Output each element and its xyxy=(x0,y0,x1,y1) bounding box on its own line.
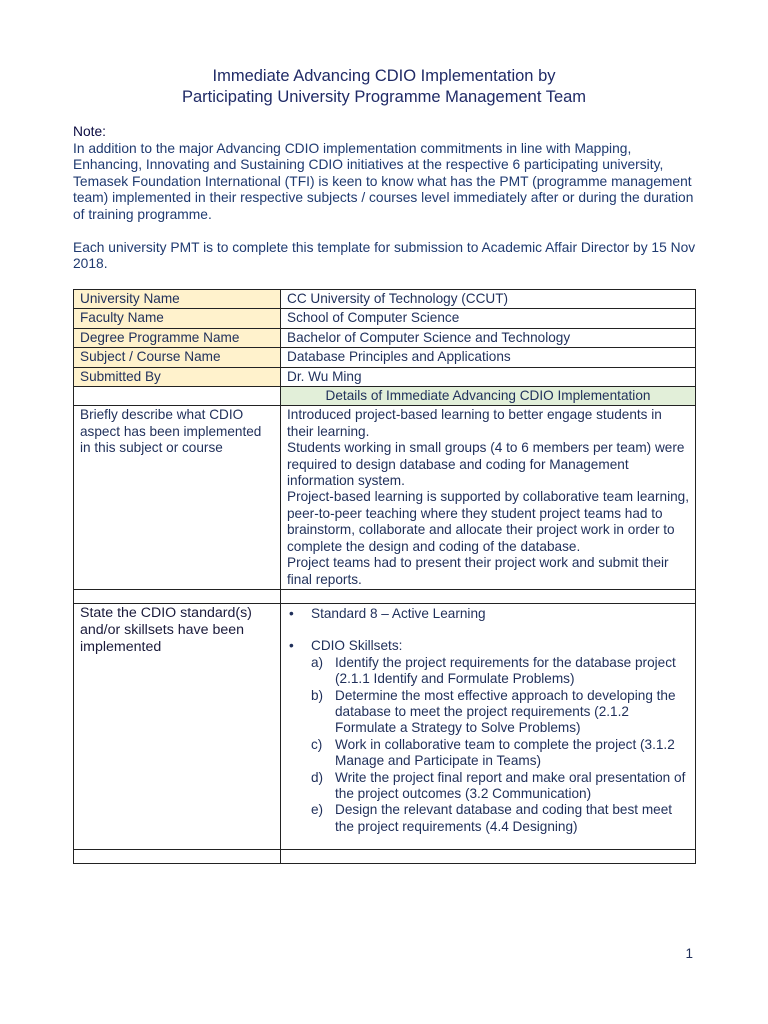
title-line-2: Participating University Programme Management Team xyxy=(181,88,587,106)
list-item xyxy=(287,802,689,835)
empty-cell xyxy=(74,589,281,603)
list-marker: a) xyxy=(311,654,324,670)
page-number: 1 xyxy=(685,946,693,961)
empty-cell xyxy=(74,387,281,406)
note-paragraph-1: In addition to the major Advancing CDIO implementation commitments in line with Mapping, Enhancing, Innovating and Sustaining CDIO initiatives at the respective 6 participating university, Temasek Foundation International (TFI) is keen to know what has the PMT (programme management team) implemented in their respective subjects / courses level immediately after or during the duration of training programme. xyxy=(73,140,694,222)
note-paragraph-2: Each university PMT is to complete this template for submission to Academic Affair Director by 15 Nov 2018. xyxy=(73,239,696,272)
table-row xyxy=(74,348,696,367)
table-row xyxy=(74,850,696,864)
list-item xyxy=(287,655,689,688)
faculty-name-label: Faculty Name xyxy=(74,309,281,328)
subject-course-label: Subject / Course Name xyxy=(74,348,281,367)
degree-programme-value: Bachelor of Computer Science and Technology xyxy=(281,328,696,347)
standards-label: State the CDIO standard(s) and/or skillsets have been implemented xyxy=(74,603,281,849)
skillsets-heading: CDIO Skillsets: xyxy=(311,638,403,654)
document-title xyxy=(0,66,768,108)
submitted-by-label: Submitted By xyxy=(74,367,281,386)
list-marker: c) xyxy=(311,736,323,752)
empty-cell xyxy=(281,589,696,603)
list-marker: b) xyxy=(311,687,324,703)
skillset-text: Work in collaborative team to complete the project (3.1.2 Manage and Participate in Teams) xyxy=(335,736,675,769)
list-item xyxy=(287,606,689,622)
bullet-icon: • xyxy=(289,605,294,621)
faculty-name-value: School of Computer Science xyxy=(281,309,696,328)
list-marker: e) xyxy=(311,802,324,818)
aspect-line: Project-based learning is supported by collaborative team learning, peer-to-peer teaching where they student project teams had to brainstorm, collaborate and allocate their project work in order to complete the design and coding of the database. xyxy=(287,489,689,554)
university-name-value: CC University of Technology (CCUT) xyxy=(281,290,696,309)
bullet-icon: • xyxy=(289,638,294,654)
implementation-table xyxy=(73,289,696,864)
list-item xyxy=(287,737,689,770)
table-row xyxy=(74,406,696,589)
aspect-line: Introduced project-based learning to better engage students in their learning. xyxy=(287,407,662,439)
aspect-line: Project teams had to present their project work and submit their final reports. xyxy=(287,555,669,587)
aspect-line: Students working in small groups (4 to 6 members per team) were required to design database and coding for Management information system. xyxy=(287,440,685,489)
skillset-text: Design the relevant database and coding that best meet the project requirements (4.4 Designing) xyxy=(335,802,673,834)
skillset-text: Identify the project requirements for the database project (2.1.1 Identify and Formulate Problems) xyxy=(335,654,676,687)
table-row xyxy=(74,309,696,328)
university-name-label: University Name xyxy=(74,290,281,309)
degree-programme-label: Degree Programme Name xyxy=(74,328,281,347)
note-label: Note: xyxy=(73,124,106,139)
table-row xyxy=(74,328,696,347)
aspect-description xyxy=(281,406,696,589)
note-section xyxy=(73,124,703,273)
title-line-1: Immediate Advancing CDIO Implementation by xyxy=(212,67,556,85)
table-row xyxy=(74,367,696,386)
skillset-text: Determine the most effective approach to developing the database to meet the project requirements (2.1.2 Formulate a Strategy to Solve Problems) xyxy=(335,687,676,736)
standards-content xyxy=(281,603,696,849)
table-row xyxy=(74,290,696,309)
standards-list xyxy=(287,606,689,622)
subject-course-value: Database Principles and Applications xyxy=(281,348,696,367)
aspect-label: Briefly describe what CDIO aspect has been implemented in this subject or course xyxy=(74,406,281,589)
list-item xyxy=(287,638,689,654)
empty-cell xyxy=(281,850,696,864)
skillsets-sublist xyxy=(287,655,689,835)
standard-item: Standard 8 – Active Learning xyxy=(311,605,486,621)
details-header: Details of Immediate Advancing CDIO Implementation xyxy=(281,387,696,406)
list-item xyxy=(287,770,689,803)
table-row xyxy=(74,387,696,406)
list-item xyxy=(287,688,689,737)
skillsets-list xyxy=(287,638,689,654)
empty-cell xyxy=(74,850,281,864)
submitted-by-value: Dr. Wu Ming xyxy=(281,367,696,386)
list-marker: d) xyxy=(311,769,324,785)
skillset-text: Write the project final report and make oral presentation of the project outcomes (3.2 Communication) xyxy=(335,769,686,801)
table-row xyxy=(74,589,696,603)
table-row xyxy=(74,603,696,849)
